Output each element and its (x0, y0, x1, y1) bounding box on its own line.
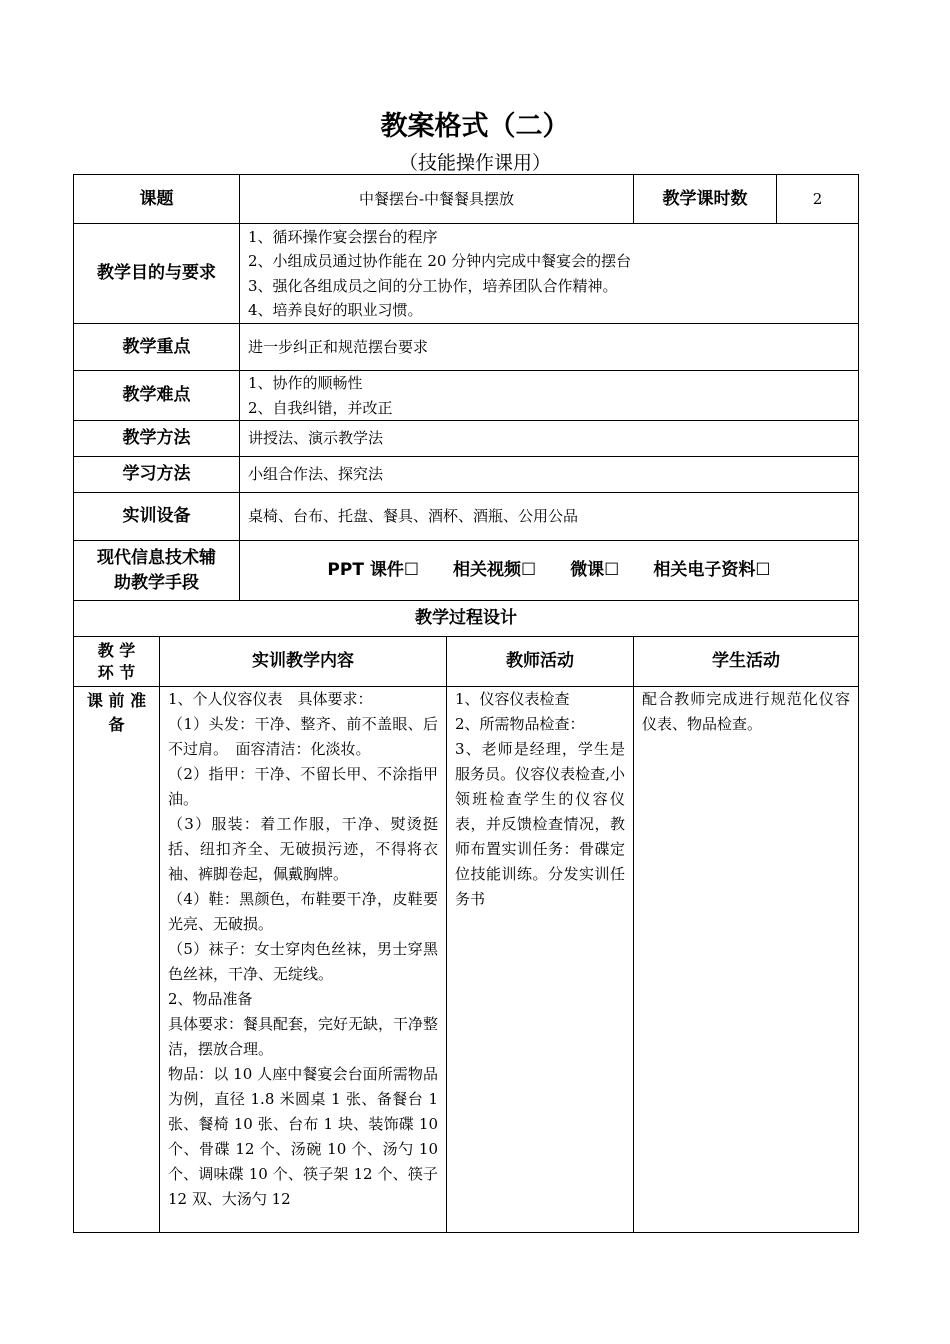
teacher-line: 3、老师是经理，学生是服务员。仪容仪表检查,小领班检查学生的仪容仪表，并反馈检查情况，教师布置实训任务：骨碟定位技能训练。分发实训任务书 (455, 740, 626, 908)
media-ppt-checkbox[interactable]: PPT 课件☐ (327, 560, 420, 580)
method-value: 讲授法、演示教学法 (240, 421, 859, 457)
col-stage-header-line: 环 节 (97, 662, 136, 682)
training-content (160, 687, 447, 1233)
goal-item: 2、小组成员通过协作能在 20 分钟内完成中餐宴会的摆台 (248, 252, 632, 270)
key-point-value: 进一步纠正和规范摆台要求 (240, 324, 859, 371)
stage-line: 备 (108, 715, 125, 734)
key-point-label: 教学重点 (74, 324, 240, 371)
teacher-line: 1、仪容仪表检查 (455, 690, 570, 708)
teacher-activity (447, 687, 634, 1233)
media-resources-checkbox[interactable]: 相关电子资料☐ (653, 560, 771, 580)
lesson-plan-table (73, 174, 859, 1233)
col-stage-header-line: 教 学 (97, 640, 136, 660)
difficulty-item: 1、协作的顺畅性 (248, 374, 363, 392)
row-process-title (74, 601, 859, 637)
col-student-header: 学生活动 (634, 637, 859, 687)
goal-item: 1、循环操作宴会摆台的程序 (248, 227, 438, 246)
equipment-label: 实训设备 (74, 493, 240, 541)
goal-item: 4、培养良好的职业习惯。 (248, 301, 423, 319)
goals-value (240, 224, 859, 324)
modern-tech-label-line: 助教学手段 (114, 572, 199, 593)
study-value: 小组合作法、探究法 (240, 457, 859, 493)
student-activity (634, 687, 859, 1233)
row-difficulty (74, 371, 859, 421)
row-method (74, 421, 859, 457)
content-line: 1、个人仪容仪表 具体要求： (168, 690, 373, 708)
content-line: 2、物品准备 (168, 990, 253, 1008)
student-line: 配合教师完成进行规范化仪容仪表、物品检查。 (642, 690, 851, 733)
topic-label: 课题 (74, 175, 240, 224)
content-line: 具体要求：餐具配套，完好无缺，干净整洁，摆放合理。 (168, 1015, 439, 1058)
difficulty-label: 教学难点 (74, 371, 240, 421)
stage-line: 课 前 准 (86, 691, 147, 710)
content-line: （1）头发：干净、整齐、前不盖眼、后不过肩。 面容清洁：化淡妆。 (168, 715, 438, 758)
col-content-header: 实训教学内容 (160, 637, 447, 687)
col-stage-header (74, 637, 160, 687)
difficulty-item: 2、自我纠错，并改正 (248, 398, 393, 417)
modern-tech-label-line: 现代信息技术辅 (97, 547, 216, 568)
row-key-point (74, 324, 859, 371)
teacher-line: 2、所需物品检查： (455, 715, 585, 733)
row-process-header (74, 637, 859, 687)
goals-label: 教学目的与要求 (74, 224, 240, 324)
media-options (240, 541, 859, 601)
col-teacher-header: 教师活动 (447, 637, 634, 687)
process-title: 教学过程设计 (74, 601, 859, 637)
document-title: 教案格式（二） (380, 111, 570, 142)
hours-value: 2 (777, 175, 859, 224)
difficulty-value (240, 371, 859, 421)
document-subtitle: （技能操作课用） (398, 152, 551, 174)
equipment-value: 桌椅、台布、托盘、餐具、酒杯、酒瓶、公用公品 (240, 493, 859, 541)
goal-item: 3、强化各组成员之间的分工协作，培养团队合作精神。 (248, 276, 618, 295)
row-goals (74, 224, 859, 324)
row-equipment (74, 493, 859, 541)
stage-pre-class (74, 687, 160, 1233)
row-study (74, 457, 859, 493)
content-line: （5）袜子：女士穿肉色丝袜，男士穿黑色丝袜，干净、无绽线。 (168, 940, 438, 983)
hours-label: 教学课时数 (634, 175, 777, 224)
topic-value: 中餐摆台-中餐餐具摆放 (240, 175, 634, 224)
content-line: （2）指甲：干净、不留长甲、不涂指甲油。 (168, 765, 438, 808)
content-line: 物品：以 10 人座中餐宴会台面所需物品为例，直径 1.8 米圆桌 1 张、备餐台 1 张、餐椅 10 张、台布 1 块、装饰碟 10 个、骨碟 12 个、汤碗 10 个、汤勺 10 个、调味碟 10 个、筷子架 12 个、筷子 12 双、大汤勺 12 (168, 1065, 438, 1208)
row-topic (74, 175, 859, 224)
content-line: （4）鞋：黑颜色，布鞋要干净，皮鞋要光亮、无破损。 (168, 890, 438, 933)
study-label: 学习方法 (74, 457, 240, 493)
content-line: （3）服装：着工作服，干净、熨烫挺括、纽扣齐全、无破损污迹，不得将衣袖、裤脚卷起，佩戴胸牌。 (168, 815, 438, 883)
row-modern-tech (74, 541, 859, 601)
row-pre-class (74, 687, 859, 1233)
media-microlesson-checkbox[interactable]: 微课☐ (570, 560, 620, 580)
modern-tech-label (74, 541, 240, 601)
method-label: 教学方法 (74, 421, 240, 457)
media-video-checkbox[interactable]: 相关视频☐ (453, 560, 537, 580)
